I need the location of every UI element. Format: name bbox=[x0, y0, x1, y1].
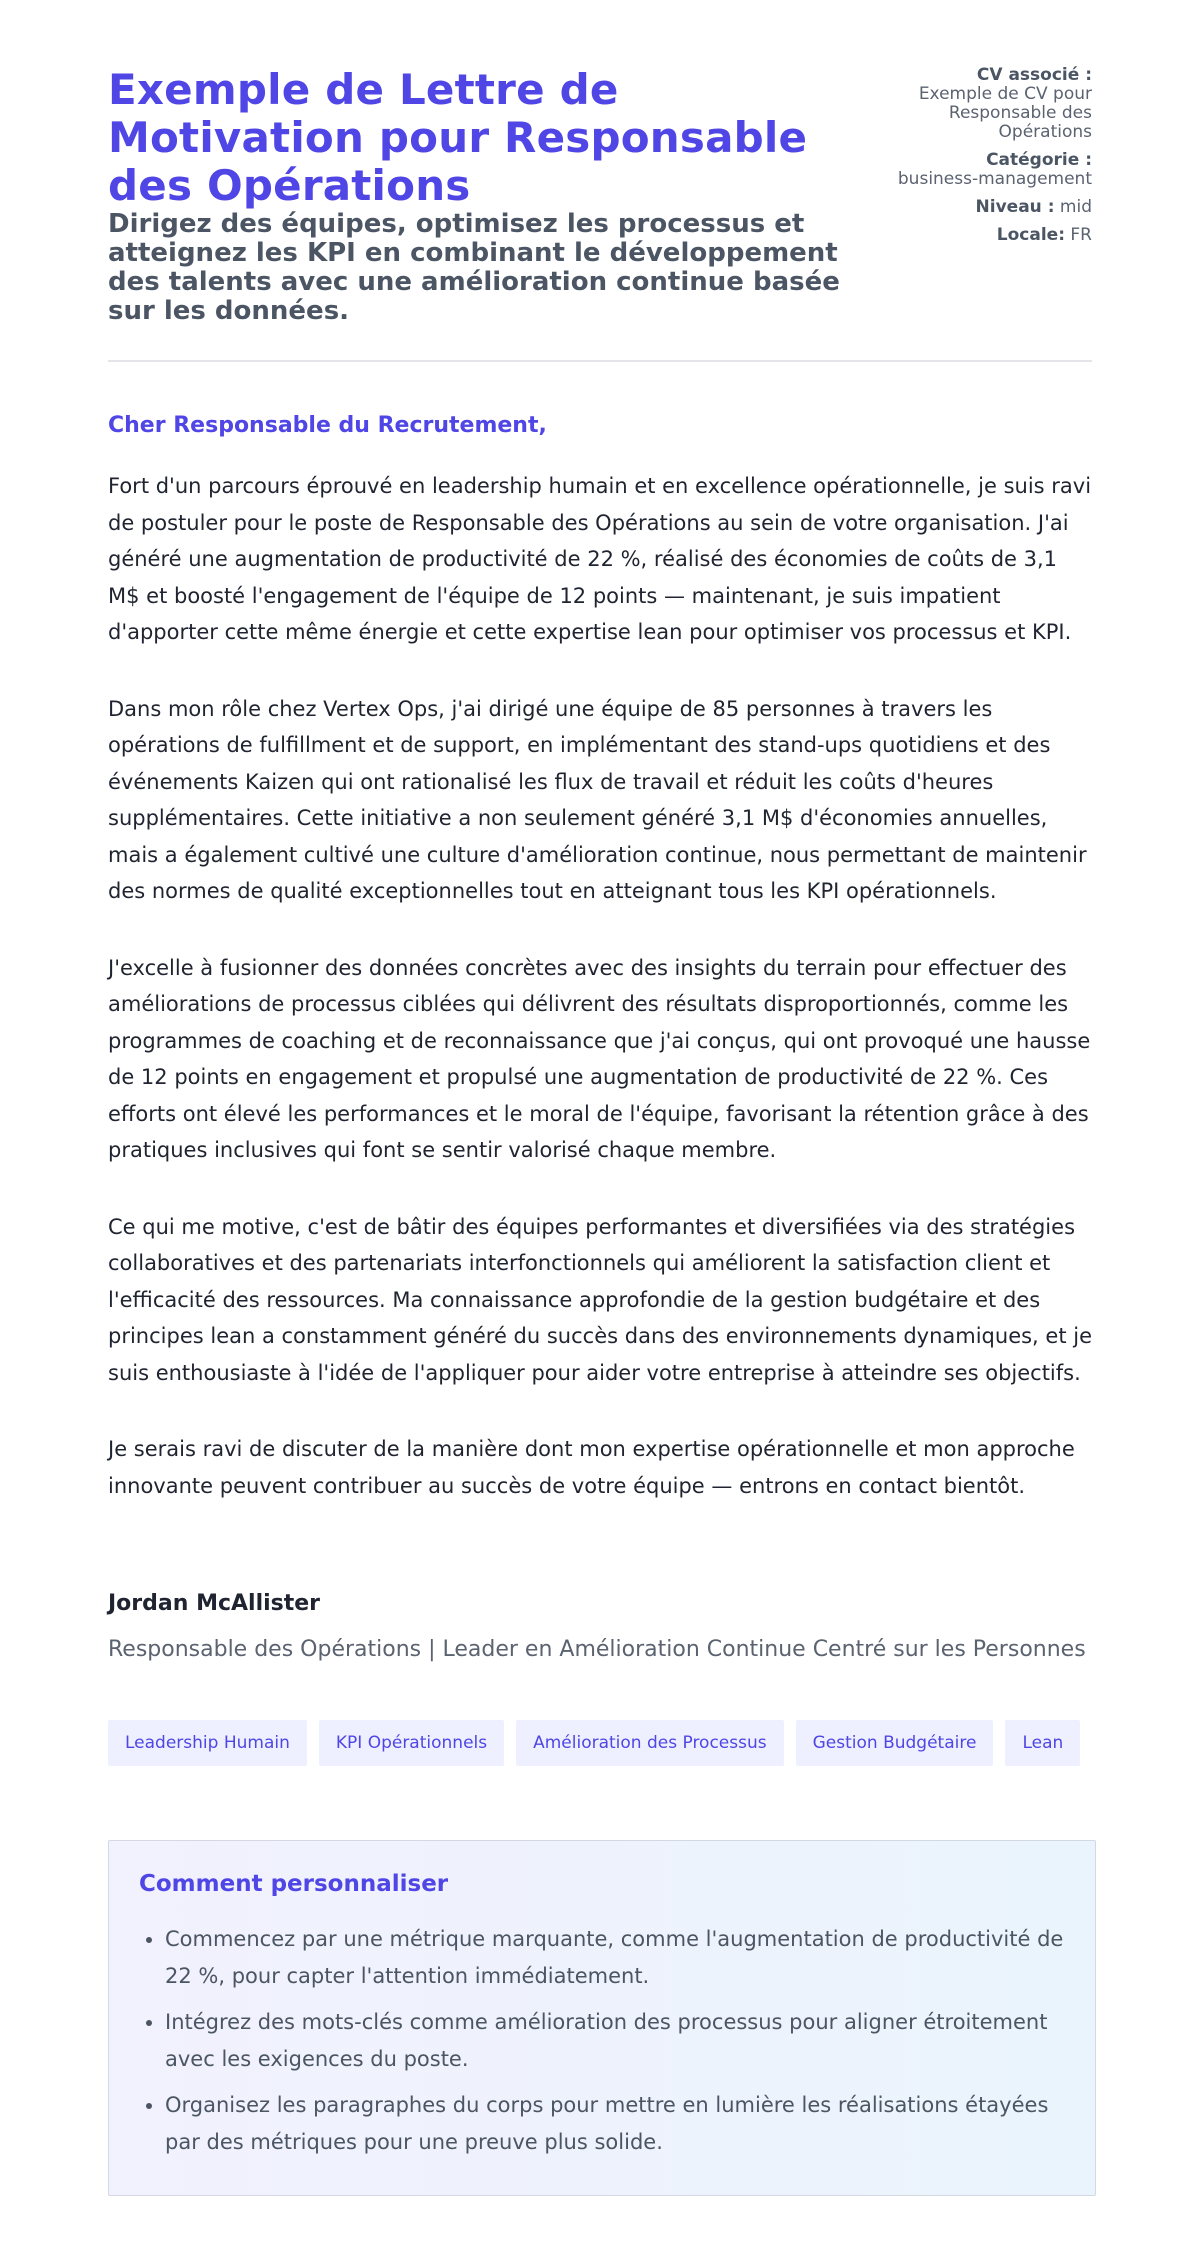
skill-tag: Lean bbox=[1005, 1720, 1080, 1766]
skill-tags bbox=[108, 1720, 1092, 1766]
letter-paragraph: Ce qui me motive, c'est de bâtir des équipes performantes et diversifiées via des stratégies collaboratives et des partenariats interfonctionnels qui améliorent la satisfaction client et l'efficacité des ressources. Ma connaissance approfondie de la gestion budgétaire et des principes lean a constamment généré du succès dans des environnements dynamiques, et je suis enthousiaste à l'idée de l'appliquer pour aider votre entreprise à atteindre ses objectifs. bbox=[108, 1214, 1092, 1385]
meta-category bbox=[885, 151, 1092, 189]
header-titles bbox=[108, 66, 885, 326]
salutation: Cher Responsable du Recrutement, bbox=[108, 413, 547, 438]
skill-tag: Gestion Budgétaire bbox=[796, 1720, 994, 1766]
meta-related-cv-label: CV associé : bbox=[976, 65, 1092, 85]
meta-level-value: mid bbox=[1059, 197, 1092, 217]
meta-level bbox=[885, 198, 1092, 217]
letter-paragraph: Dans mon rôle chez Vertex Ops, j'ai dirigé une équipe de 85 personnes à travers les opérations de fulfillment et de support, en implémentant des stand-ups quotidiens et des événements Kaizen qui ont rationalisé les flux de travail et réduit les coûts d'heures supplémentaires. Cette initiative a non seulement généré 3,1 M$ d'économies annuelles, mais a également cultivé une culture d'amélioration continue, nous permettant de maintenir des normes de qualité exceptionnelles tout en atteignant tous les KPI opérationnels. bbox=[108, 696, 1087, 903]
skill-tag: Amélioration des Processus bbox=[516, 1720, 784, 1766]
signature-name: Jordan McAllister bbox=[108, 1591, 321, 1616]
meta-locale bbox=[885, 226, 1092, 245]
meta-category-label: Catégorie : bbox=[986, 150, 1092, 170]
letter-body bbox=[108, 412, 1092, 1504]
page-header bbox=[108, 66, 1092, 362]
tip-item: • Organisez les paragraphes du corps pour mettre en lumière les réalisations étayées par des métriques pour une preuve plus solide. bbox=[165, 2087, 1065, 2161]
meta-locale-label: Locale: bbox=[996, 225, 1065, 245]
meta-category-value: business-management bbox=[897, 169, 1092, 189]
tips-title: Comment personnaliser bbox=[139, 1871, 449, 1897]
page-title: Exemple de Lettre de Motivation pour Responsable des Opérations bbox=[108, 65, 808, 210]
metadata-panel bbox=[885, 66, 1092, 254]
customization-tips-box bbox=[108, 1840, 1096, 2196]
letter-paragraph: J'excelle à fusionner des données concrètes avec des insights du terrain pour effectuer des améliorations de processus ciblées qui délivrent des résultats disproportionnés, comme les programmes de coaching et de reconnaissance que j'ai conçus, qui ont provoqué une hausse de 12 points en engagement et propulsé une augmentation de productivité de 22 %. Ces efforts ont élevé les performances et le moral de l'équipe, favorisant la rétention grâce à des pratiques inclusives qui font se sentir valorisé chaque membre. bbox=[108, 955, 1091, 1162]
letter-paragraph: Fort d'un parcours éprouvé en leadership humain et en excellence opérationnelle, je suis ravi de postuler pour le poste de Responsable des Opérations au sein de votre organisation. J'ai généré une augmentation de productivité de 22 %, réalisé des économies de coûts de 3,1 M$ et boosté l'engagement de l'équipe de 12 points — maintenant, je suis impatient d'apporter cette même énergie et cette expertise lean pour optimiser vos processus et KPI. bbox=[108, 474, 1092, 644]
meta-locale-value: FR bbox=[1070, 225, 1092, 245]
meta-related-cv bbox=[885, 66, 1092, 142]
skill-tag: Leadership Humain bbox=[108, 1720, 307, 1766]
skill-tag: KPI Opérationnels bbox=[319, 1720, 504, 1766]
page-subtitle: Dirigez des équipes, optimisez les processus et atteignez les KPI en combinant le développement des talents avec une amélioration continue basée sur les données. bbox=[108, 209, 840, 326]
tip-item: • Commencez par une métrique marquante, comme l'augmentation de productivité de 22 %, pour capter l'attention immédiatement. bbox=[165, 1921, 1065, 1995]
letter-paragraph: Je serais ravi de discuter de la manière dont mon expertise opérationnelle et mon approche innovante peuvent contribuer au succès de votre équipe — entrons en contact bientôt. bbox=[108, 1437, 1075, 1498]
signature-block bbox=[108, 1590, 1092, 1664]
meta-level-label: Niveau : bbox=[975, 197, 1055, 217]
tips-list bbox=[139, 1921, 1065, 2161]
meta-related-cv-value: Exemple de CV pour Responsable des Opérations bbox=[918, 84, 1092, 142]
signature-title: Responsable des Opérations | Leader en Amélioration Continue Centré sur les Personnes bbox=[108, 1637, 1086, 1662]
tip-item: • Intégrez des mots-clés comme amélioration des processus pour aligner étroitement avec les exigences du poste. bbox=[165, 2004, 1065, 2078]
